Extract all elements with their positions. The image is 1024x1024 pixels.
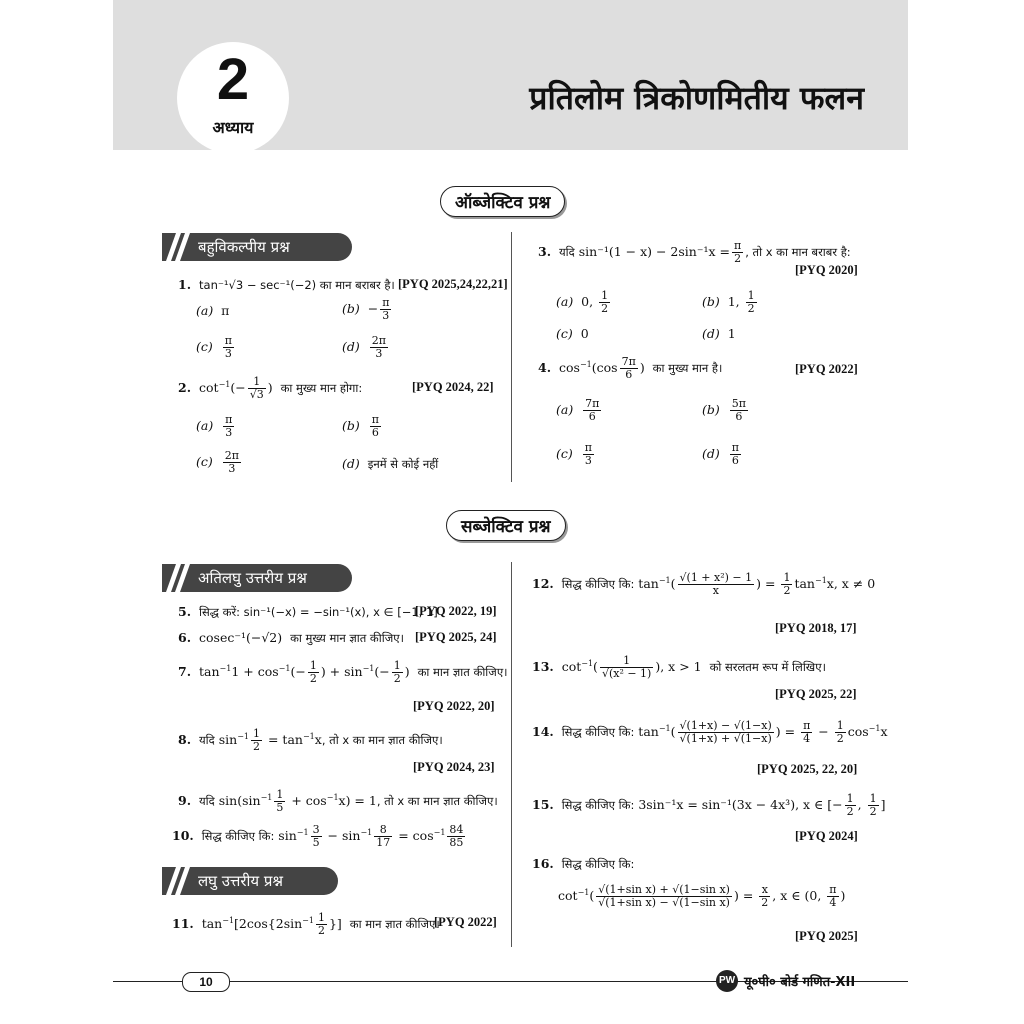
q4-option-d: (d) $\frac{\pi}{6}$ — [702, 441, 739, 467]
mcq-heading-label: बहुविकल्पीय प्रश्न — [198, 238, 290, 256]
question-3: 3. यदि sin⁻¹(1 − x) − 2sin⁻¹x = $\frac{\pi}{2}$ , तो x का मान बराबर है: — [538, 239, 851, 265]
q6-pyq: [PYQ 2025, 24] — [415, 630, 497, 644]
column-divider — [511, 232, 512, 482]
stripes-icon — [164, 867, 192, 895]
q7-pyq: [PYQ 2022, 20] — [413, 699, 495, 713]
question-8: 8. यदि $\sin^{-1}$ $\frac{1}{2}$ = $\tan^{-1}x$, तो x का मान ज्ञात कीजिए। — [178, 727, 443, 753]
pw-logo-icon: PW — [716, 970, 738, 992]
q13-pyq: [PYQ 2025, 22] — [775, 687, 857, 701]
q3-pyq: [PYQ 2020] — [795, 263, 858, 277]
q3-option-c: (c) 0 — [556, 326, 589, 341]
question-7: 7. $\tan^{-1}1 + \cos^{-1}(-$ $\frac{1}{2}$ ) + $\sin^{-1}(-$ $\frac{1}{2}$ ) का मान ज्ञात कीजिए। — [178, 659, 508, 685]
q4-option-b: (b) $\frac{5\pi}{6}$ — [702, 397, 746, 423]
q1-number: 1. — [178, 277, 192, 292]
vsa-heading — [162, 564, 352, 592]
sa-heading-label: लघु उत्तरीय प्रश्न — [198, 872, 284, 890]
vsa-heading-label: अतिलघु उत्तरीय प्रश्न — [198, 569, 307, 587]
question-6: 6. cosec⁻¹(−√2) का मुख्य मान ज्ञात कीजिए। — [178, 630, 404, 645]
mcq-heading — [162, 233, 352, 261]
q14-pyq: [PYQ 2025, 22, 20] — [757, 762, 858, 776]
q11-pyq: [PYQ 2022] — [434, 915, 497, 929]
q3-option-a: (a) 0, $\frac{1}{2}$ — [556, 289, 609, 315]
q15-pyq: [PYQ 2024] — [795, 829, 858, 843]
q3-option-b: (b) 1, $\frac{1}{2}$ — [702, 289, 755, 315]
q1-option-b: (b) − $\frac{\pi}{3}$ — [342, 296, 390, 322]
question-14: 14. सिद्ध कीजिए कि: $\tan^{-1}$( $\frac{√(1+x) - √(1-x)}{√(1+x) + √(1-x)}$ ) = $\frac{\pi}{4}$ − $\frac{1}{2}$ $\cos^{-1}x$ — [532, 719, 888, 745]
stripes-icon — [164, 233, 192, 261]
q5-pyq: [PYQ 2022, 19] — [415, 604, 497, 618]
question-9: 9. यदि $\sin(\sin^{-1}$ $\frac{1}{5}$ + $\cos^{-1}x) = 1$, तो x का मान ज्ञात कीजिए। — [178, 788, 498, 814]
q12-pyq: [PYQ 2018, 17] — [775, 621, 857, 635]
question-5: 5. सिद्ध करें: sin⁻¹(−x) = −sin⁻¹(x), x ∈ [−1, 1] — [178, 604, 438, 619]
q1-text: tan⁻¹√3 − sec⁻¹(−2) का मान बराबर है। — [199, 278, 395, 292]
q4-option-a: (a) $\frac{7\pi}{6}$ — [556, 397, 600, 423]
page-number: 10 — [182, 972, 230, 992]
question-16: 16. सिद्ध कीजिए कि: — [532, 856, 635, 871]
question-12: 12. सिद्ध कीजिए कि: $\tan^{-1}$( $\frac{\text{√(1 + x²) − 1}}{x}$ ) = $\frac{1}{2}$ $\tan^{-1}x$, x ≠ 0 — [532, 571, 876, 597]
chapter-word: अध्याय — [212, 118, 254, 137]
q16-pyq: [PYQ 2025] — [795, 929, 858, 943]
question-2: 2. $\cot^{-1}(-$ $\frac{1}{√3}$ ) का मुख्य मान होगा: — [178, 375, 363, 401]
q2-option-a: (a) $\frac{\pi}{3}$ — [196, 413, 233, 439]
q8-pyq: [PYQ 2024, 23] — [413, 760, 495, 774]
question-16-formula: $\cot^{-1}$( $\frac{\text{√(1+sin x) + √(1−sin x)}}{\text{√(1+sin x) − √(1−sin x)}}$ ) = $\frac{x}{2}$ , x ∈ (0, $\frac{\pi}{4}$ ) — [558, 883, 846, 909]
question-11: 11. $\tan^{-1}[2\cos\{2\sin^{-1}$ $\frac{1}{2}$ }] का मान ज्ञात कीजिए। — [172, 911, 440, 937]
q1-pyq: [PYQ 2025,24,22,21] — [398, 277, 508, 291]
q3-option-d: (d) 1 — [702, 326, 736, 341]
column-divider-2 — [511, 562, 512, 947]
stripes-icon — [164, 564, 192, 592]
question-10: 10. सिद्ध कीजिए कि: $\sin^{-1}$ $\frac{3}{5}$ − $\sin^{-1}$ $\frac{8}{17}$ = $\cos^{-1}$ $\frac{84}{85}$ — [172, 823, 464, 849]
chapter-title: प्रतिलोम त्रिकोणमितीय फलन — [529, 79, 864, 117]
q2-option-c: (c) $\frac{2\pi}{3}$ — [196, 449, 239, 475]
q1-option-c: (c) $\frac{\pi}{3}$ — [196, 334, 232, 360]
q2-pyq: [PYQ 2024, 22] — [412, 380, 494, 394]
question-15: 15. सिद्ध कीजिए कि: 3sin⁻¹x = sin⁻¹(3x − 4x³), x ∈ [− $\frac{1}{2}$ , $\frac{1}{2}$ ] — [532, 792, 886, 818]
chapter-badge — [177, 42, 289, 154]
question-4: 4. $\cos^{-1}(\cos$ $\frac{7\pi}{6}$ ) का मुख्य मान है। — [538, 355, 723, 381]
subjective-heading: सब्जेक्टिव प्रश्न — [446, 510, 566, 541]
q1-option-d: (d) $\frac{2\pi}{3}$ — [342, 334, 386, 360]
q2-option-b: (b) $\frac{\pi}{6}$ — [342, 413, 379, 439]
sa-heading — [162, 867, 338, 895]
question-13: 13. $\cot^{-1}$( $\frac{1}{\text{√(x² − 1)}}$ ), x > 1 को सरलतम रूप में लिखिए। — [532, 654, 826, 680]
objective-heading: ऑब्जेक्टिव प्रश्न — [440, 186, 565, 217]
q4-option-c: (c) $\frac{\pi}{3}$ — [556, 441, 592, 467]
book-title: यू०पी० बोर्ड गणित-XII — [744, 975, 856, 990]
chapter-number: 2 — [216, 47, 250, 112]
question-1 — [178, 277, 395, 293]
q4-pyq: [PYQ 2022] — [795, 362, 858, 376]
q1-option-a: (a) π — [196, 303, 230, 318]
q2-option-d: (d) इनमें से कोई नहीं — [342, 456, 439, 471]
